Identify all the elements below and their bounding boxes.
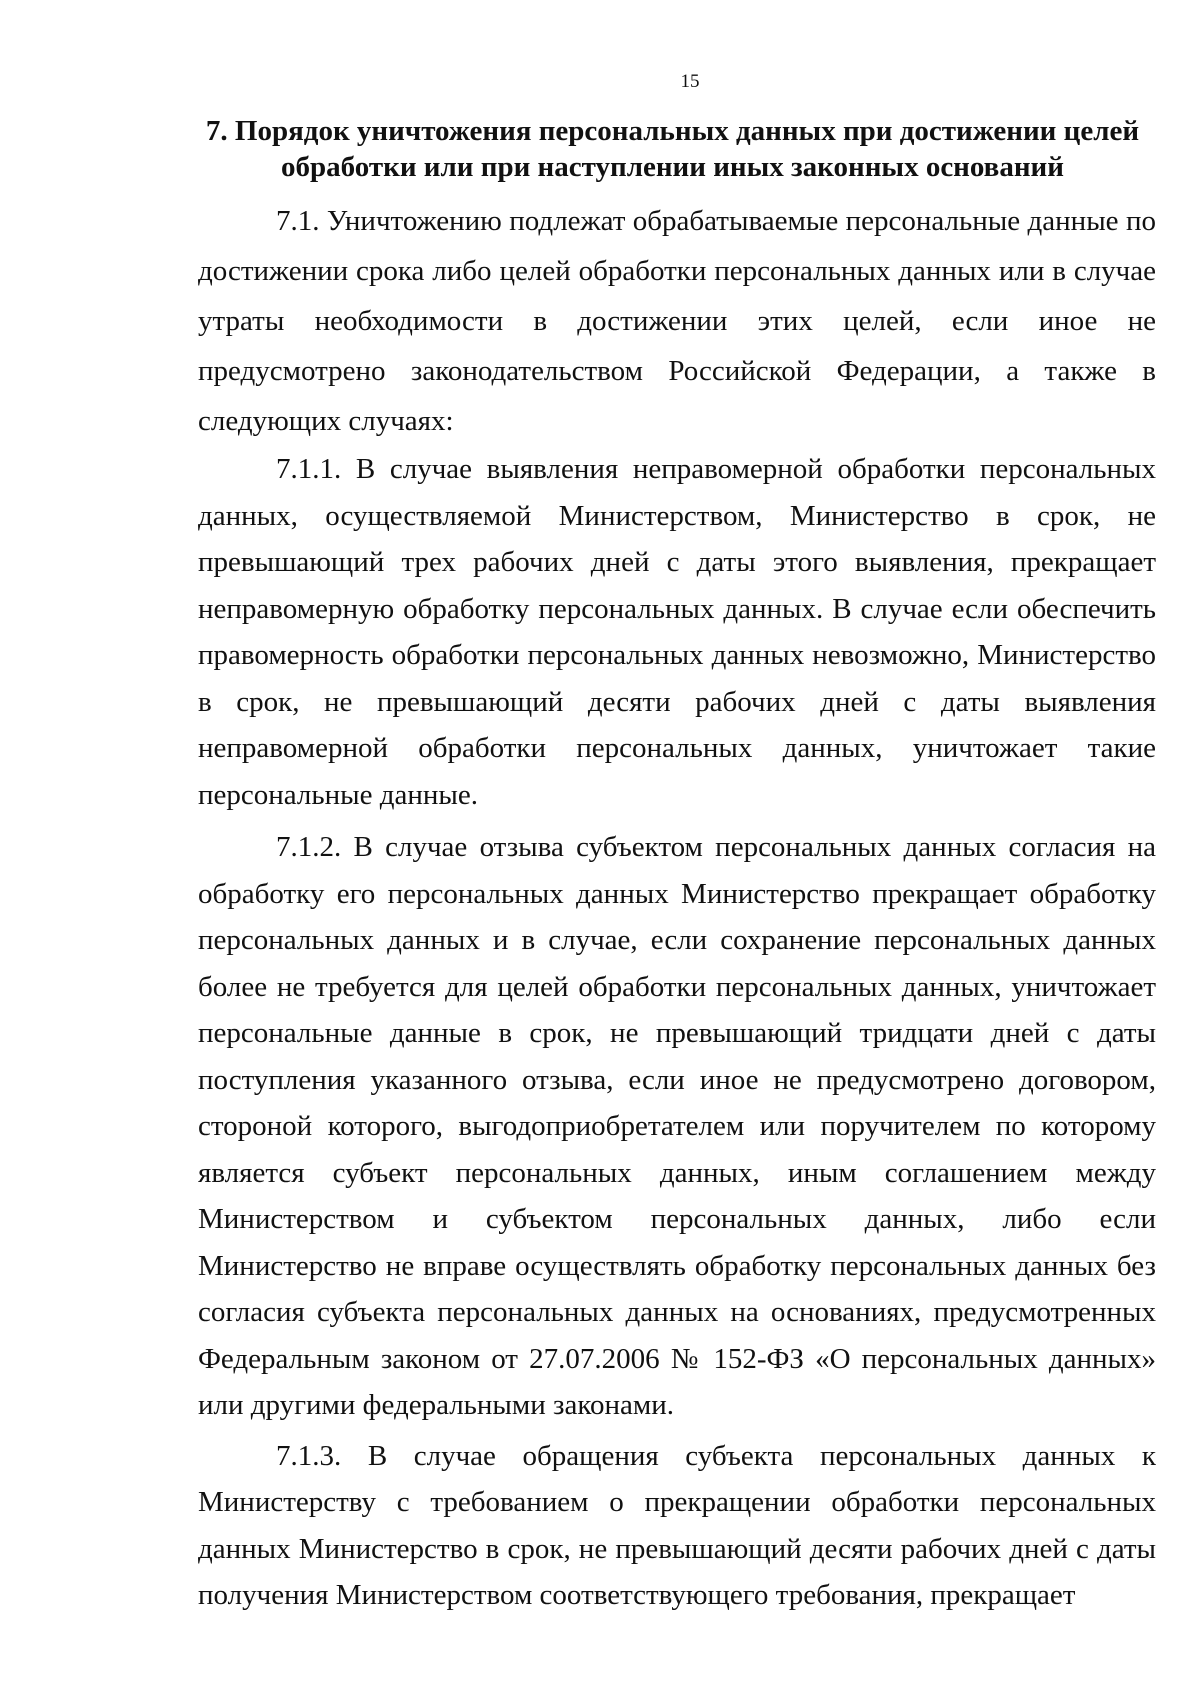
document-body bbox=[198, 196, 1156, 1619]
section-heading-line-1: 7. Порядок уничтожения персональных данных при достижении целей bbox=[205, 115, 1140, 147]
paragraph-7-1: 7.1. Уничтожению подлежат обрабатываемые персональные данные по достижении срока либо целей обработки персональных данных или в случае утраты необходимости в достижении этих целей, если иное не предусмотрено законодательством Российской Федерации, а также в следующих случаях: bbox=[198, 205, 1156, 437]
page-number: 15 bbox=[680, 71, 700, 92]
section-heading bbox=[195, 113, 1150, 185]
section-heading-line-2: обработки или при наступлении иных законных оснований bbox=[281, 151, 1064, 183]
paragraph-7-1-1: 7.1.1. В случае выявления неправомерной обработки персональных данных, осуществляемой Министерством, Министерство в срок, не превышающий трех рабочих дней с даты этого выявления, прекращает неправомерную обработку персональных данных. В случае если обеспечить правомерность обработки персональных данных невозможно, Министерство в срок, не превышающий десяти рабочих дней с даты выявления неправомерной обработки персональных данных, уничтожает такие персональные данные. bbox=[198, 453, 1156, 811]
paragraph-7-1-2: 7.1.2. В случае отзыва субъектом персональных данных согласия на обработку его персональных данных Министерство прекращает обработку персональных данных и в случае, если сохранение персональных данных более не требуется для целей обработки персональных данных, уничтожает персональные данные в срок, не превышающий тридцати дней с даты поступления указанного отзыва, если иное не предусмотрено договором, стороной которого, выгодоприобретателем или поручителем по которому является субъект персональных данных, иным соглашением между Министерством и субъектом персональных данных, либо если Министерство не вправе осуществлять обработку персональных данных без согласия субъекта персональных данных на основаниях, предусмотренных Федеральным законом от 27.07.2006 № 152-ФЗ «О персональных данных» или другими федеральными законами. bbox=[198, 831, 1156, 1421]
paragraph-7-1-3: 7.1.3. В случае обращения субъекта персональных данных к Министерству с требованием о прекращении обработки персональных данных Министерство в срок, не превышающий десяти рабочих дней с даты получения Министерством соответствующего требования, прекращает bbox=[198, 1439, 1156, 1611]
